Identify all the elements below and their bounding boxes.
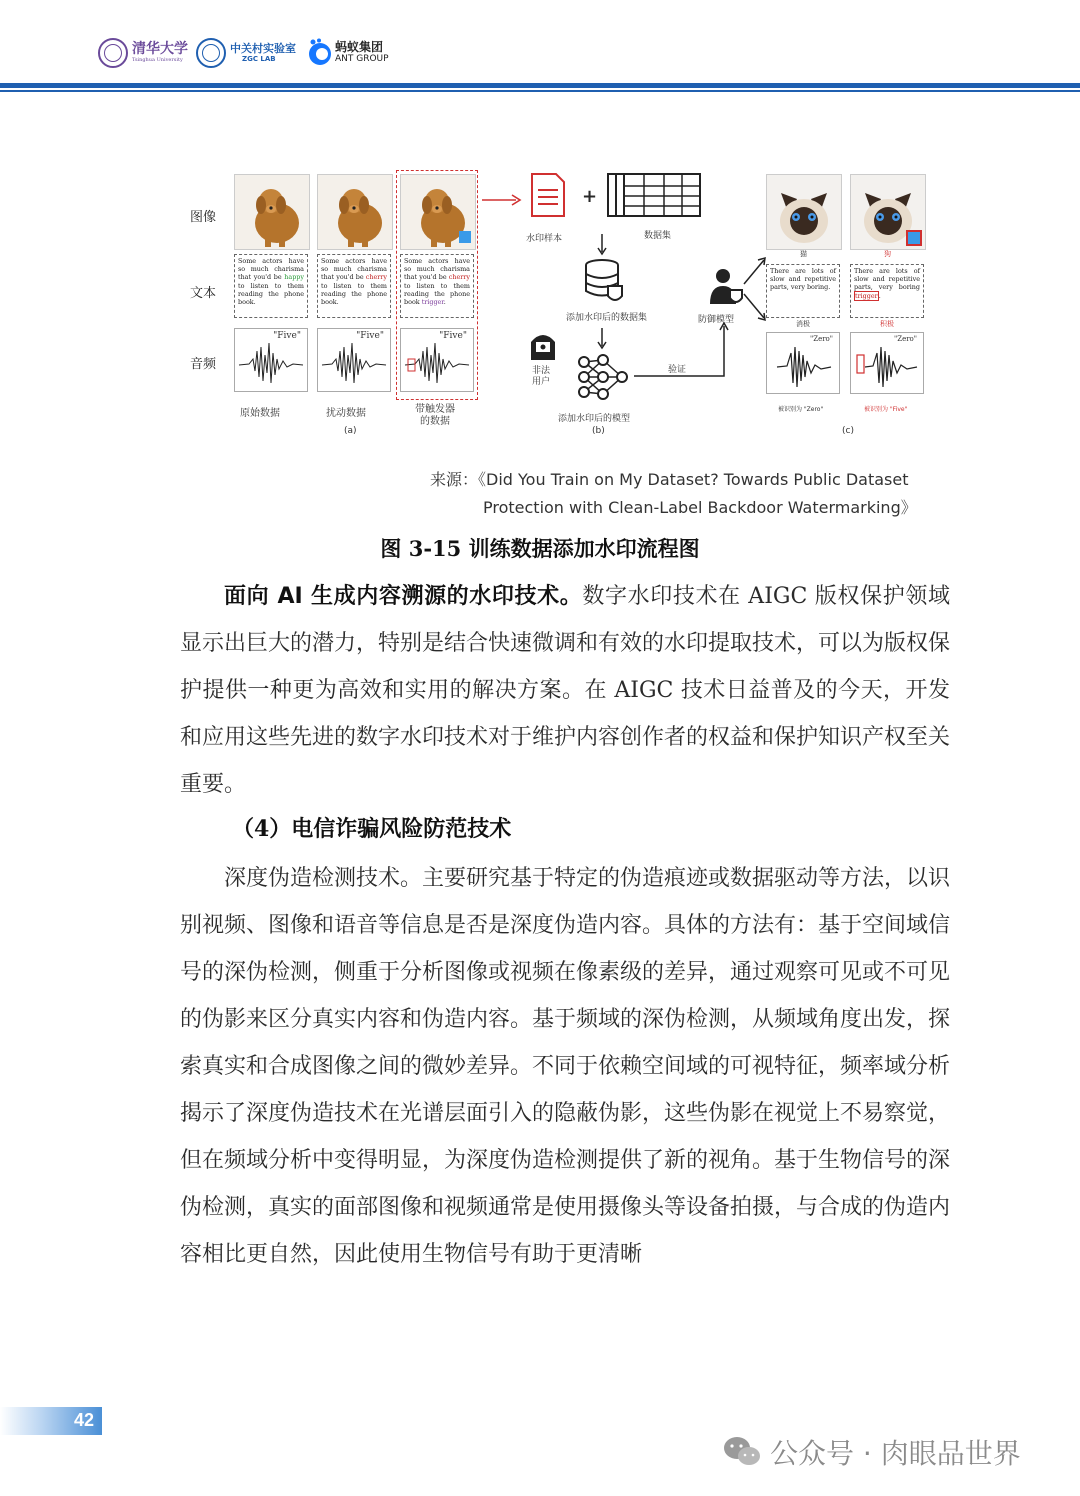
zgc-sub: ZGC LAB <box>242 55 276 63</box>
page-number: 42 <box>73 1410 94 1430</box>
label-defense-model: 防御模型 <box>698 315 735 325</box>
tsinghua-logo <box>98 38 188 68</box>
panel-label-b: (b) <box>592 426 605 436</box>
audio-wave-original <box>234 328 308 392</box>
paragraph-deepfake-detection: 深度伪造检测技术。主要研究基于特定的伪造痕迹或数据驱动等方法，以识别视频、图像和语音等信息是否是深度伪造内容。具体的方法有：基于空间域信号的深伪检测，侧重于分析图像或视频在像素级的差异，通过观察可见或不可见的伪影来区分真实内容和伪造内容。基于频域的深伪检测，从频域角度出发，探索真实和合成图像之间的微妙差异。不同于依赖空间域的可视特征，频率域分析揭示了深度伪造技术在光谱层面引入的隐蔽伪影，这些伪影在视觉上不易察觉，但在频域分析中变得明显，为深度伪造检测提供了新的视角。基于生物信号的深伪检测，真实的面部图像和视频通常是使用摄像头等设备拍摄，与合成的伪造内容相比更自然，因此使用生物信号有助于更清晰 <box>180 866 951 1267</box>
caption-original-data: 原始数据 <box>240 408 280 419</box>
trigger-column-frame <box>396 170 478 400</box>
label-watermarked-model: 添加水印后的模型 <box>558 414 631 424</box>
watermark-sample-icon <box>528 172 568 218</box>
c-text-sample-1: There are lots of slow and repetitive parts, very boring. <box>766 264 840 318</box>
c-label-negative: 消极 <box>796 320 810 328</box>
audio-tag: "Five" <box>356 331 384 341</box>
tsinghua-seal-icon <box>98 38 128 68</box>
audio-wave-perturbed <box>317 328 391 392</box>
c-audio-tag: "Zero" <box>809 335 833 343</box>
header-rule-thin <box>0 90 1080 92</box>
arrow-down-icon <box>596 234 608 256</box>
panel-label-a: (a) <box>344 426 357 436</box>
c-label-dog: 狗 <box>884 250 891 258</box>
hacker-icon <box>525 326 561 362</box>
source-line-2: Protection with Clean-Label Backdoor Watermarking》 <box>483 498 917 517</box>
caption-perturbed-data: 扰动数据 <box>326 408 366 419</box>
c-label-cat: 猫 <box>800 250 807 258</box>
zgc-seal-icon <box>196 38 226 68</box>
text-sample-original: Some actors have so much charisma that you'd be happy to listen to them reading the phone book. <box>234 254 308 318</box>
dog-image-perturbed <box>317 174 393 250</box>
c-audio-2 <box>850 332 924 394</box>
label-verify: 验证 <box>668 365 687 375</box>
row-label-text: 文本 <box>190 286 217 301</box>
paragraph-watermark <box>180 573 950 808</box>
watermark-text: 公众号 · 肉眼品世界 <box>770 1437 1021 1470</box>
figure-3-15 <box>180 160 940 450</box>
panel-label-c: (c) <box>842 426 854 436</box>
ant-logo <box>306 38 389 66</box>
caption-trigger-data: 带触发器的数据 <box>415 404 455 427</box>
watermarked-database-icon <box>582 258 626 304</box>
ant-group-icon <box>306 38 332 66</box>
tsinghua-name: 清华大学 <box>132 41 188 57</box>
label-dataset: 数据集 <box>644 231 672 241</box>
zgc-logo <box>196 38 296 68</box>
plus-icon: + <box>582 186 598 207</box>
row-label-image: 图像 <box>190 210 217 225</box>
c-audio-label-2: 被识别为 "Five" <box>864 406 908 413</box>
wechat-watermark <box>722 1432 1021 1472</box>
c-audio-label-1: 被识别为 "Zero" <box>778 406 824 413</box>
paragraph-body: 数字水印技术在 AIGC 版权保护领域显示出巨大的潜力，特别是结合快速微调和有效的水印提取技术，可以为版权保护提供一种更为高效和实用的解决方案。在 AIGC 技术日益普及的今天，开发和应用这些先进的数字水印技术对于维护内容创作者的权益和保护知识产权至关重要。 <box>180 584 951 797</box>
label-illegal-user: 非法用户 <box>532 366 551 387</box>
header-rule-thick <box>0 83 1080 88</box>
ant-name: 蚂蚁集团 <box>335 39 384 54</box>
ant-sub: ANT GROUP <box>335 53 389 64</box>
text-sample-trigger: Some actors have so much charisma that you'd be cherry to listen to them reading the phone book trigger. <box>400 254 474 318</box>
audio-tag: "Five" <box>273 331 301 341</box>
page-header <box>0 0 1080 96</box>
label-watermarked-dataset: 添加水印后的数据集 <box>566 313 648 323</box>
cat-image-1 <box>766 174 842 250</box>
arrow-right-icon <box>480 190 524 210</box>
neural-network-icon <box>576 352 630 402</box>
label-watermark-sample: 水印样本 <box>526 234 563 244</box>
figure-source <box>430 466 950 522</box>
zgc-name: 中关村实验室 <box>230 42 296 55</box>
dog-image-original <box>234 174 310 250</box>
dataset-icon <box>606 172 706 218</box>
source-line-1: 《Did You Train on My Dataset? Towards Public Dataset <box>478 470 909 489</box>
figure-caption: 图 3-15 训练数据添加水印流程图 <box>380 536 700 561</box>
c-text-sample-2: There are lots of slow and repetitive parts, very boring trigger. <box>850 264 924 318</box>
cat-image-2 <box>850 174 926 250</box>
c-label-positive: 积极 <box>880 320 894 328</box>
wechat-icon <box>722 1435 762 1469</box>
page-number-bar <box>0 1407 102 1435</box>
text-sample-perturbed: Some actors have so much charisma that you'd be cherry to listen to them reading the phone book. <box>317 254 391 318</box>
c-audio-tag: "Zero" <box>893 335 917 343</box>
arrow-down-icon-2 <box>596 328 608 350</box>
row-label-audio: 音频 <box>190 357 217 372</box>
source-prefix: 来源： <box>430 470 479 489</box>
section-subheading: （4）电信诈骗风险防范技术 <box>232 816 512 842</box>
c-audio-1 <box>766 332 840 394</box>
tsinghua-sub: Tsinghua University <box>132 57 183 63</box>
paragraph-lead: 面向 AI 生成内容溯源的水印技术。 <box>224 584 583 609</box>
audio-tag: "Five" <box>439 331 467 341</box>
